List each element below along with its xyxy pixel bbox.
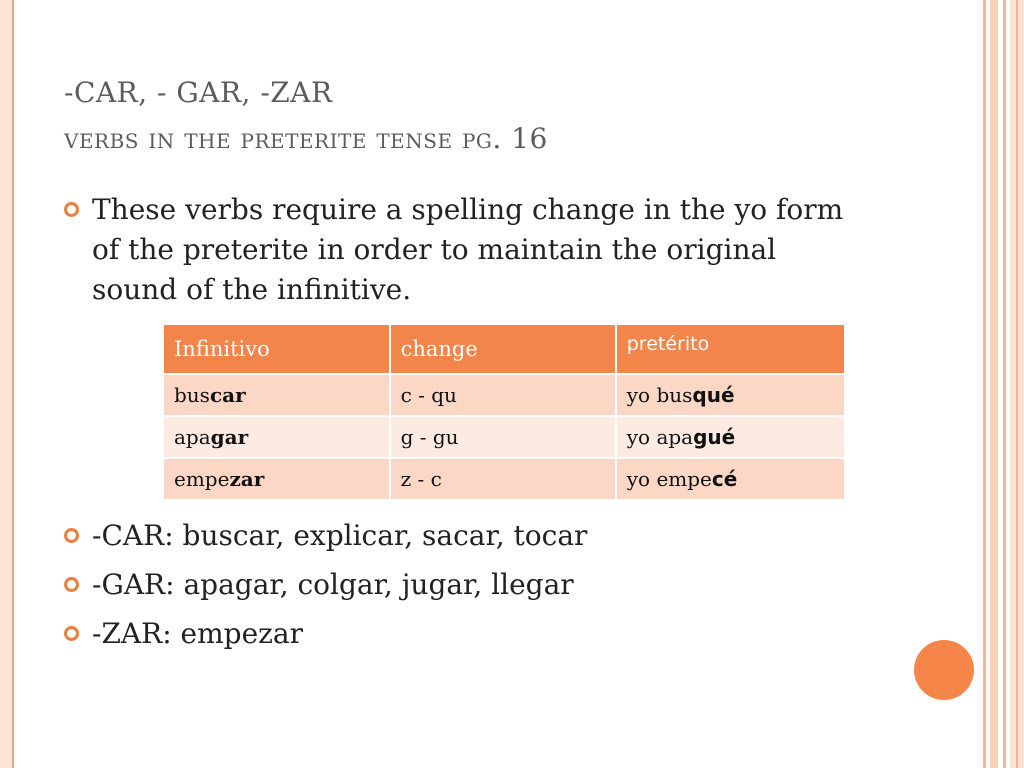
cell-change: g - gu (390, 416, 616, 458)
title-line-2-text: verbs in the preterite tense pg. (64, 122, 502, 155)
verb-list-bullets (64, 516, 587, 663)
right-decorative-stripes (976, 0, 1024, 768)
verb-table (162, 323, 846, 501)
list-item (64, 614, 587, 654)
infinitive-ending: zar (229, 467, 265, 491)
slide-title (64, 70, 548, 162)
cell-infinitivo (163, 374, 390, 416)
bullet-circle-icon (64, 577, 79, 592)
header-infinitivo: Infinitivo (163, 324, 390, 374)
preterite-prefix: yo empe (626, 467, 712, 491)
infinitive-ending: car (209, 383, 246, 407)
cell-preterito (616, 458, 845, 500)
intro-bullet (64, 190, 854, 310)
header-preterito: pretérito (616, 324, 845, 374)
infinitive-stem: apa (174, 425, 211, 449)
preterite-ending: qué (692, 383, 735, 407)
list-item-text: -CAR: buscar, explicar, sacar, tocar (92, 519, 588, 552)
intro-bullets (64, 190, 854, 310)
list-item-text: -GAR: apagar, colgar, jugar, llegar (92, 568, 574, 601)
preterite-prefix: yo apa (626, 425, 694, 449)
cell-change: c - qu (390, 374, 616, 416)
table-row (163, 374, 845, 416)
intro-bullet-text: These verbs require a spelling change in the yo form of the preterite in order to maintain the original sound of the infinitive. (92, 193, 844, 306)
decorative-circle (914, 640, 974, 700)
infinitive-stem: empe (174, 467, 230, 491)
bullet-circle-icon (64, 626, 79, 641)
cell-change: z - c (390, 458, 616, 500)
left-border (0, 0, 14, 768)
list-item-text: -ZAR: empezar (92, 617, 303, 650)
table-row (163, 458, 845, 500)
table-row (163, 416, 845, 458)
list-item (64, 565, 587, 605)
preterite-ending: gué (693, 425, 736, 449)
preterite-prefix: yo bus (626, 383, 693, 407)
list-item (64, 516, 587, 556)
cell-infinitivo (163, 416, 390, 458)
bullet-circle-icon (64, 528, 79, 543)
infinitive-ending: gar (210, 425, 249, 449)
infinitive-stem: bus (174, 383, 210, 407)
table-header-row (163, 324, 845, 374)
title-line-1: -CAR, - GAR, -ZAR (64, 76, 333, 109)
header-change: change (390, 324, 616, 374)
bullet-circle-icon (64, 202, 79, 217)
preterite-ending: cé (711, 467, 738, 491)
title-line-2 (64, 116, 548, 162)
title-page-number: 16 (511, 122, 548, 155)
cell-infinitivo (163, 458, 390, 500)
cell-preterito (616, 374, 845, 416)
cell-preterito (616, 416, 845, 458)
